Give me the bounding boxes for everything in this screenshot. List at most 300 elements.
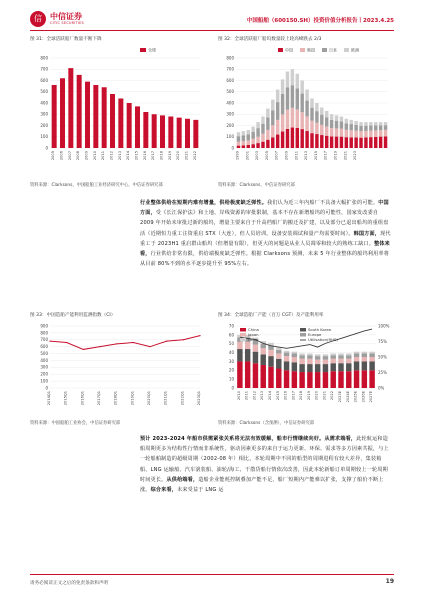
c32-bar-1 xyxy=(379,130,382,136)
c32-xtick: 2015 xyxy=(313,151,318,161)
company-name: 中信证券 xyxy=(50,12,82,21)
c32-bar-2 xyxy=(320,115,323,125)
c32-bar-2 xyxy=(266,117,269,129)
c33-point xyxy=(66,342,67,343)
c32-bar-1 xyxy=(340,129,343,137)
c32-bar-0 xyxy=(291,128,294,148)
c32-bar-2 xyxy=(330,120,333,128)
c34-xtick: 2011 xyxy=(244,391,249,401)
c33-ytick: 100 xyxy=(40,378,48,384)
c32-bar-2 xyxy=(350,124,353,130)
c31-bar xyxy=(193,120,198,148)
c34-bar-1 xyxy=(299,364,304,372)
c31-ytick: 400 xyxy=(40,100,48,106)
c32-bar-2 xyxy=(286,87,289,109)
c32-bar-1 xyxy=(364,131,367,137)
c32-bar-1 xyxy=(350,130,353,137)
c34-ytick: 60 xyxy=(228,332,234,338)
c32-bar-3 xyxy=(315,103,318,111)
c32-bar-2 xyxy=(340,122,343,129)
c34-bar-2 xyxy=(369,357,374,361)
c34-bar-4 xyxy=(315,354,320,356)
c32-bar-0 xyxy=(359,138,362,148)
c32-legend-swatch xyxy=(278,48,283,52)
c32-bar-0 xyxy=(345,137,348,148)
c34-xtick: 2012 xyxy=(252,391,257,401)
c32-bar-1 xyxy=(251,139,254,144)
c34-xtick: 2015 xyxy=(275,391,280,401)
c32-bar-0 xyxy=(354,137,357,148)
c34-legend-label: Other xyxy=(248,337,259,343)
c33-ytick: 500 xyxy=(40,350,48,356)
c32-bar-3 xyxy=(266,109,269,118)
c32-bar-0 xyxy=(300,129,303,148)
c33-xtick: 2020Q1 xyxy=(147,391,151,406)
c32-bar-0 xyxy=(350,137,353,148)
c32-ytick: 600 xyxy=(226,77,234,83)
c32-bar-3 xyxy=(320,108,323,115)
c32-ytick: 100 xyxy=(226,134,234,140)
c31-xtick: 2007 xyxy=(67,151,72,161)
c33-xtick: 2014Q1 xyxy=(47,391,51,406)
para2-text-b: 造船企业能耗控制叠加产能不足，船厂短期内产能难以扩张，支撑了船价不断上涨。 xyxy=(140,476,384,494)
c34-y2tick: 0% xyxy=(378,385,385,391)
c33-ytick: 700 xyxy=(40,337,48,343)
para1-text-d: 行业供给非常有限，供给端极度缺乏弹性。根据 Clarksons 预测，未来 5 年行业整体的船坞利用率将从目前 80%不到的水平逐步提升至 95%左右。 xyxy=(140,251,390,268)
c34-bar-4 xyxy=(307,353,312,355)
c34-legend-label: Utilisation(RHS) xyxy=(308,337,338,343)
c32-bar-1 xyxy=(237,142,240,146)
c34-legend-label: China xyxy=(248,327,259,333)
c33-xtick: 2023Q1 xyxy=(197,391,201,406)
c32-bar-3 xyxy=(330,114,333,120)
c34-y2tick: 100% xyxy=(378,323,390,329)
c31-xtick: 2020 xyxy=(176,151,181,161)
c33-ytick: 900 xyxy=(40,323,48,329)
c34-bar-1 xyxy=(307,364,312,372)
c34-ytick: 70 xyxy=(228,323,234,329)
c34-bar-0 xyxy=(299,372,304,388)
c32-bar-2 xyxy=(345,123,348,130)
c33-xtick: 2021Q1 xyxy=(163,391,168,406)
footer-divider xyxy=(30,574,394,575)
c32-bar-0 xyxy=(281,132,284,148)
c32-bar-0 xyxy=(247,145,250,148)
c34-bar-1 xyxy=(362,361,367,370)
c32-bar-3 xyxy=(335,115,338,120)
c34-bar-3 xyxy=(331,355,336,359)
c34-bar-4 xyxy=(284,351,289,353)
c32-bar-1 xyxy=(369,131,372,137)
c34-xtick: 2010 xyxy=(236,391,241,401)
c34-bar-1 xyxy=(268,356,273,367)
c34-ytick: 20 xyxy=(228,367,234,373)
c32-bar-1 xyxy=(335,128,338,136)
c34-legend-swatch xyxy=(240,328,246,332)
c34-bar-1 xyxy=(323,364,328,372)
c34-bar-4 xyxy=(354,352,359,354)
footer-disclaimer: 请务必阅读正文之后的免责条款和声明 xyxy=(30,581,109,586)
c32-bar-0 xyxy=(237,146,240,148)
c32-bar-3 xyxy=(325,111,328,117)
c33-point xyxy=(49,341,50,342)
c32-bar-2 xyxy=(242,135,245,141)
c31-xtick: 2011 xyxy=(101,151,106,161)
c31-xtick: 2008 xyxy=(76,151,81,161)
c34-bar-0 xyxy=(307,372,312,388)
c34-xtick: 2019 xyxy=(306,391,311,401)
c34-xtick: 2018 xyxy=(299,391,304,401)
c33-ytick: 400 xyxy=(40,357,48,363)
c34-bar-3 xyxy=(315,356,320,360)
c34-bar-4 xyxy=(323,354,328,356)
c33-point xyxy=(116,343,117,344)
c32-bar-1 xyxy=(247,140,250,145)
para1-bold-d: 整体来看， xyxy=(140,240,390,258)
c34-bar-1 xyxy=(331,363,336,371)
c33-point xyxy=(149,346,150,347)
c34-bar-0 xyxy=(354,370,359,388)
c32-bar-1 xyxy=(296,109,299,128)
c32-bar-1 xyxy=(345,130,348,137)
c31-bar xyxy=(93,85,98,148)
c34-bar-1 xyxy=(284,361,289,370)
c32-bar-1 xyxy=(281,114,284,131)
c34-bar-1 xyxy=(237,349,242,361)
c34-bar-3 xyxy=(338,355,343,359)
c32-bar-2 xyxy=(354,125,357,131)
c32-bar-3 xyxy=(286,72,289,88)
c34-bar-3 xyxy=(284,353,289,357)
c32-legend-swatch xyxy=(300,48,305,52)
c34-bar-3 xyxy=(307,355,312,359)
c31-xtick: 2013 xyxy=(117,151,122,161)
c34-xtick: 2020 xyxy=(314,391,319,401)
c31-xtick: 2006 xyxy=(59,151,64,161)
c32-bar-2 xyxy=(305,101,308,117)
c33-xtick: 2019Q1 xyxy=(130,391,135,406)
c34-bar-3 xyxy=(354,353,359,357)
c31-ytick: 100 xyxy=(40,134,48,140)
c34-bar-0 xyxy=(362,370,367,388)
c32-bar-0 xyxy=(374,137,377,148)
c31-bar xyxy=(185,119,190,148)
header-divider xyxy=(30,30,394,31)
c31-ytick: 0 xyxy=(45,145,48,151)
para1-bold-b: 中国方面， xyxy=(140,200,389,217)
c34-bar-1 xyxy=(292,362,297,371)
c32-ytick: 700 xyxy=(226,66,234,72)
c31-xtick: 2019 xyxy=(167,151,172,161)
c32-bar-1 xyxy=(266,130,269,140)
c33-xtick: 2022Q1 xyxy=(180,391,185,406)
c34-y2tick: 50% xyxy=(378,354,387,360)
c32-bar-0 xyxy=(296,128,299,148)
c34-xtick: 2025E xyxy=(353,391,358,403)
c31-bar xyxy=(77,75,82,148)
para1-text-a: 我们认为近三年内船厂不具备大幅扩张的可能。 xyxy=(267,200,379,206)
c32-bar-3 xyxy=(374,122,377,125)
c32-bar-0 xyxy=(266,140,269,148)
c31-ytick: 500 xyxy=(40,89,48,95)
c32-bar-1 xyxy=(261,134,264,142)
c32-bar-3 xyxy=(271,100,274,111)
c32-bar-0 xyxy=(286,129,289,148)
c32-bar-2 xyxy=(384,125,387,130)
c34-bar-2 xyxy=(323,360,328,364)
c32-bar-1 xyxy=(330,128,333,136)
c32-xtick: 2005 xyxy=(264,151,269,161)
c31-bar xyxy=(135,106,140,148)
c32-bar-1 xyxy=(256,137,259,143)
c34-ytick: 50 xyxy=(228,341,234,347)
c34-xtick: 2016 xyxy=(283,391,288,401)
c31-xtick: 2022 xyxy=(192,151,197,161)
c31-ytick: 200 xyxy=(40,122,48,128)
c32-bar-3 xyxy=(354,121,357,125)
c34-bar-4 xyxy=(346,353,351,355)
c34-ytick: 40 xyxy=(228,349,234,355)
c34-bar-0 xyxy=(346,371,351,388)
c32-bar-0 xyxy=(330,137,333,148)
c34-utilisation-line xyxy=(240,329,372,348)
c31-xtick: 2005 xyxy=(51,151,56,161)
c34-bar-0 xyxy=(284,370,289,388)
c32-bar-3 xyxy=(340,117,343,122)
c34-ytick: 0 xyxy=(231,385,234,391)
para2-lead: 预计 2023-2024 年船市供需紧张关系将无法有效缓解，船市行情继续向好。从需求端看， xyxy=(140,436,357,442)
c34-bar-0 xyxy=(331,371,336,388)
c31-xtick: 2010 xyxy=(92,151,97,161)
c32-bar-1 xyxy=(354,131,357,138)
c32-bar-2 xyxy=(310,108,313,121)
c34-bar-2 xyxy=(354,357,359,361)
c31-xtick: 2009 xyxy=(84,151,89,161)
c31-bar xyxy=(110,94,115,148)
c32-bar-3 xyxy=(305,90,308,101)
c34-bar-2 xyxy=(268,350,273,356)
c34-bar-4 xyxy=(369,352,374,354)
c34-bar-0 xyxy=(369,370,374,388)
c34-bar-1 xyxy=(245,349,250,361)
c32-bar-2 xyxy=(256,128,259,136)
c32-bar-3 xyxy=(237,132,240,136)
c32-bar-1 xyxy=(359,131,362,137)
c34-bar-4 xyxy=(338,353,343,355)
c34-bar-0 xyxy=(323,372,328,388)
c32-bar-2 xyxy=(374,125,377,130)
c34-xtick: 2023E xyxy=(338,391,342,403)
c32-bar-2 xyxy=(325,117,328,126)
c32-bar-1 xyxy=(300,112,303,129)
c34-bar-4 xyxy=(292,352,297,354)
c34-legend-label: Europe xyxy=(308,332,322,338)
c34-xtick: 2024E xyxy=(345,391,350,403)
c34-bar-2 xyxy=(245,342,250,349)
c34-bar-2 xyxy=(253,345,258,352)
c32-bar-1 xyxy=(291,108,294,128)
c33-ytick: 300 xyxy=(40,364,48,370)
c31-xtick: 2015 xyxy=(134,151,139,161)
c34-bar-1 xyxy=(315,364,320,372)
c34-bar-0 xyxy=(292,371,297,388)
c32-bar-2 xyxy=(315,111,318,123)
c34-y2tick: 25% xyxy=(378,369,387,375)
c34-bar-3 xyxy=(292,353,297,357)
c34-bar-2 xyxy=(299,359,304,364)
c31-xtick: 2017 xyxy=(151,151,156,161)
c31-bar xyxy=(68,68,73,148)
c32-bar-2 xyxy=(379,125,382,130)
c32-bar-3 xyxy=(369,122,372,125)
c32-bar-1 xyxy=(271,125,274,137)
c34-ytick: 30 xyxy=(228,358,234,364)
c31-xtick: 2014 xyxy=(126,151,131,161)
c34-legend-swatch xyxy=(240,338,246,342)
c31-legend-label: 全球 xyxy=(148,47,156,53)
c34-bar-1 xyxy=(261,354,266,365)
c31-ytick: 800 xyxy=(40,55,48,61)
c34-bar-3 xyxy=(323,356,328,360)
chart-31 xyxy=(30,44,210,174)
c32-bar-0 xyxy=(384,136,387,148)
c32-ytick: 800 xyxy=(226,55,234,61)
c32-bar-3 xyxy=(261,117,264,124)
c32-bar-2 xyxy=(296,88,299,109)
c32-bar-2 xyxy=(251,132,254,139)
c31-bar xyxy=(85,82,90,148)
para2-bold-c: 综合来看， xyxy=(150,487,178,494)
c32-bar-3 xyxy=(384,122,387,125)
c31-ytick: 300 xyxy=(40,111,48,117)
c33-xtick: 2015Q1 xyxy=(63,391,68,406)
c34-bar-2 xyxy=(292,357,297,362)
c31-xtick: 2012 xyxy=(109,151,114,161)
c32-bar-0 xyxy=(335,137,338,148)
c32-bar-0 xyxy=(256,143,259,148)
c31-bar xyxy=(177,118,182,148)
c34-xtick: 2022 xyxy=(330,391,335,401)
c32-bar-0 xyxy=(251,144,254,148)
figure-34-source: 资料来源：Clarksons（含预测），中信证券研究部 xyxy=(218,421,315,426)
c32-bar-3 xyxy=(300,81,303,94)
c34-bar-2 xyxy=(315,360,320,364)
c32-bar-3 xyxy=(291,69,294,85)
chart-34 xyxy=(218,320,396,412)
c32-legend-label: 中国 xyxy=(285,47,293,53)
c32-xtick: 2017 xyxy=(323,151,328,161)
c34-bar-0 xyxy=(253,363,258,388)
figure-34-title: 图 34：全球造船厂产能（百万 CGT）及产能利用率 xyxy=(218,313,324,318)
c32-bar-2 xyxy=(300,94,303,113)
c34-bar-0 xyxy=(261,365,266,388)
c32-bar-2 xyxy=(276,102,279,120)
c33-point xyxy=(99,346,100,347)
c32-bar-1 xyxy=(374,130,377,136)
c34-legend-swatch xyxy=(240,333,246,337)
c32-xtick: 2003 xyxy=(255,151,260,161)
c33-point xyxy=(83,349,84,350)
c34-bar-2 xyxy=(284,356,289,361)
c31-xtick: 2018 xyxy=(159,151,164,161)
c32-bar-1 xyxy=(276,120,279,135)
c31-ytick: 700 xyxy=(40,66,48,72)
c34-bar-0 xyxy=(245,361,250,388)
c32-legend-swatch xyxy=(344,48,349,52)
figure-32-title: 图 32：全球活跃船厂船坞数量较上轮高峰跌去 2/3 xyxy=(218,37,322,42)
c32-bar-0 xyxy=(369,137,372,148)
paragraph-demand xyxy=(140,434,392,495)
c31-legend-swatch xyxy=(140,48,146,52)
c34-bar-1 xyxy=(253,352,258,364)
c34-bar-2 xyxy=(237,342,242,349)
c34-bar-2 xyxy=(346,359,351,363)
report-title: 中国船舶（600150.SH）投资价值分析报告丨2023.4.25 xyxy=(246,18,394,24)
c33-point xyxy=(199,335,200,336)
c32-xtick: 2009 xyxy=(284,151,289,161)
c32-bar-0 xyxy=(325,136,328,148)
c32-bar-2 xyxy=(237,136,240,142)
c32-legend-label: 欧洲 xyxy=(351,47,359,53)
c32-bar-0 xyxy=(276,135,279,148)
c32-xtick: 2011 xyxy=(294,151,299,161)
c32-ytick: 400 xyxy=(226,100,234,106)
c34-bar-2 xyxy=(261,348,266,354)
c31-xtick: 2016 xyxy=(142,151,147,161)
para2-text-c: 未来受益于 LNG 运 xyxy=(177,487,224,494)
c32-bar-3 xyxy=(281,79,284,93)
c32-bar-3 xyxy=(364,122,367,126)
c34-bar-2 xyxy=(276,353,281,358)
c34-legend-label: Japan xyxy=(248,332,259,338)
company-name-en: CITIC SECURITIES xyxy=(50,21,84,25)
c32-ytick: 0 xyxy=(231,145,234,151)
c31-bar xyxy=(143,112,148,148)
c33-point xyxy=(133,342,134,343)
c32-bar-1 xyxy=(286,110,289,129)
c32-bar-2 xyxy=(261,124,264,134)
para1-text-b: 受《长江保护法》和土地、岸线资源的审批限制，基本不存在新增船坞的可能性，国家发改委自 2009 年开始未审批过新的船坞，增量主要来自于升高档船厂的搬迁及扩建，以及部分已退出船坞的重组盘活（近期恒力重工注资重启 STX（大连），但人员培训、设备安装调试和量产均需要时间）。 xyxy=(140,210,389,237)
c32-bar-2 xyxy=(291,85,294,108)
citic-logo-icon: 信 xyxy=(30,11,46,27)
c32-xtick: 2001 xyxy=(245,151,250,161)
c32-bar-0 xyxy=(242,145,245,148)
c32-ytick: 500 xyxy=(226,89,234,95)
c32-bar-3 xyxy=(276,90,279,103)
c32-bar-2 xyxy=(247,134,250,140)
c32-bar-2 xyxy=(271,110,274,125)
c34-bar-1 xyxy=(346,363,351,371)
c31-ytick: 600 xyxy=(40,77,48,83)
c33-ytick: 600 xyxy=(40,344,48,350)
c32-xtick: 2021 xyxy=(343,151,348,161)
c32-bar-0 xyxy=(271,137,274,148)
c34-bar-2 xyxy=(307,359,312,364)
c32-bar-3 xyxy=(242,131,245,135)
c34-bar-4 xyxy=(362,352,367,354)
c34-xtick: 2021 xyxy=(322,391,327,401)
c32-bar-1 xyxy=(325,126,328,135)
c34-bar-1 xyxy=(354,361,359,370)
c31-bar xyxy=(102,87,107,148)
page-number: 19 xyxy=(385,578,394,585)
c31-bar xyxy=(60,78,65,148)
c32-ytick: 300 xyxy=(226,111,234,117)
c32-legend-swatch xyxy=(322,48,327,52)
c32-bar-1 xyxy=(384,130,387,136)
para1-lead: 行业整体供给在短期内难有增量，供给极度缺乏弹性。 xyxy=(140,200,268,206)
c32-bar-0 xyxy=(364,137,367,148)
